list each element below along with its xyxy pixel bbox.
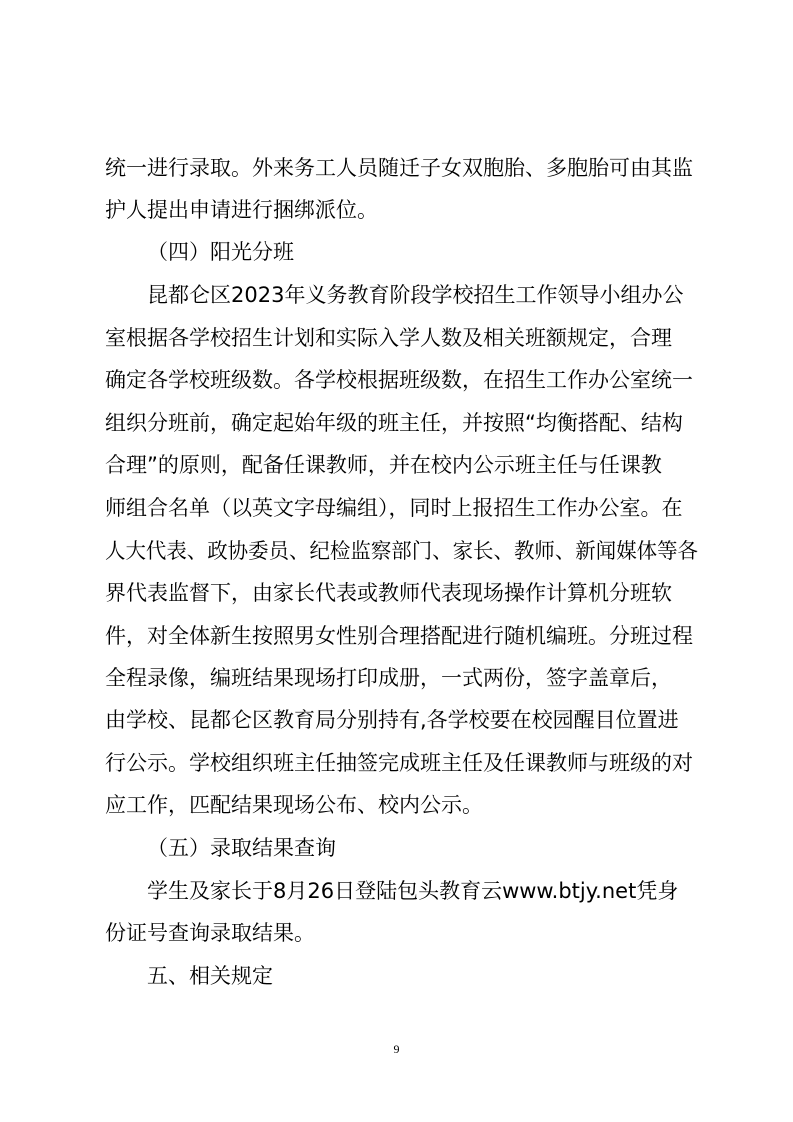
paragraph-line: 件，对全体新生按照男女性别合理搭配进行随机编班。分班过程 bbox=[105, 624, 693, 648]
paragraph-line: 由学校、昆都仑区教育局分别持有,各学校要在校园醒目位置进 bbox=[105, 708, 679, 732]
paragraph-line: 学生及家长于8月26日登陆包头教育云www.btjy.net凭身 bbox=[147, 879, 679, 903]
section-heading: 五、相关规定 bbox=[147, 964, 273, 988]
paragraph-line: 人大代表、政协委员、纪检监察部门、家长、教师、新闻媒体等各 bbox=[105, 539, 698, 563]
paragraph-line: 组织分班前，确定起始年级的班主任，并按照“均衡搭配、结构 bbox=[105, 411, 683, 435]
section-heading: （四）阳光分班 bbox=[147, 240, 294, 264]
paragraph-line: 份证号查询录取结果。 bbox=[105, 921, 315, 945]
paragraph-line: 室根据各学校招生计划和实际入学人数及相关班额规定，合理 bbox=[105, 326, 672, 350]
page-number: 9 bbox=[393, 1042, 400, 1056]
section-heading: （五）录取结果查询 bbox=[147, 836, 336, 860]
paragraph-line: 应工作，匹配结果现场公布、校内公示。 bbox=[105, 793, 483, 817]
paragraph-line: 合理”的原则，配备任课教师，并在校内公示班主任与任课教 bbox=[105, 453, 662, 477]
paragraph-line: 确定各学校班级数。各学校根据班级数，在招生工作办公室统一 bbox=[105, 368, 693, 392]
paragraph-line: 界代表监督下，由家长代表或教师代表现场操作计算机分班软 bbox=[105, 581, 672, 605]
paragraph-line: 全程录像，编班结果现场打印成册，一式两份，签字盖章后， bbox=[105, 666, 672, 690]
paragraph-line: 昆都仑区2023年义务教育阶段学校招生工作领导小组办公 bbox=[147, 283, 684, 307]
paragraph-line: 护人提出申请进行捆绑派位。 bbox=[105, 198, 378, 222]
paragraph-line: 行公示。学校组织班主任抽签完成班主任及任课教师与班级的对 bbox=[105, 751, 693, 775]
paragraph-line: 师组合名单（以英文字母编组），同时上报招生工作办公室。在 bbox=[105, 496, 683, 520]
paragraph-line: 统一进行录取。外来务工人员随迁子女双胞胎、多胞胎可由其监 bbox=[105, 156, 693, 180]
